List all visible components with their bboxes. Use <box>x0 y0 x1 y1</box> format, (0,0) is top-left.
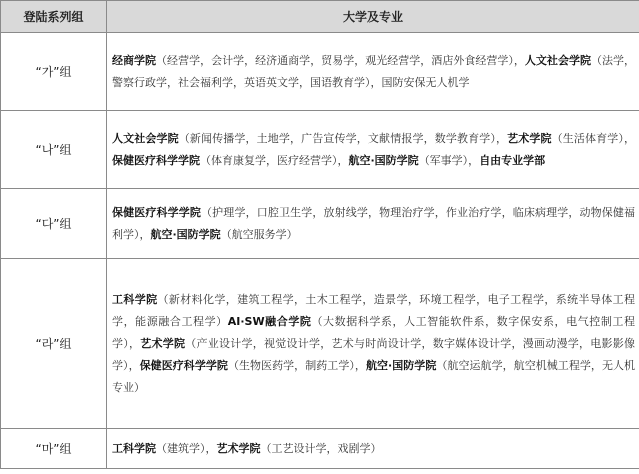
college-name: 航空·国防学院 <box>348 153 419 167</box>
college-name: AI·SW融合学院 <box>227 314 312 328</box>
group-majors <box>107 189 639 259</box>
header-group-column: 登陆系列组 <box>1 1 107 33</box>
major-list: （法学，警察行政学，社会福利学，英语英文学，国语教育学），国防安保无人机学 <box>112 53 636 89</box>
major-list: （军事学）， <box>418 153 480 167</box>
major-list: （建筑学）， <box>156 441 217 455</box>
major-list: （生物医药学，制药工学）， <box>227 358 366 372</box>
college-name: 人文社会学院 <box>112 131 179 145</box>
group-label: “다”组 <box>1 189 107 259</box>
college-name: 自由专业学部 <box>479 153 546 167</box>
college-name: 航空·国防学院 <box>150 227 221 241</box>
group-majors <box>107 111 639 189</box>
major-list: （体育康复学，医疗经营学）， <box>200 153 349 167</box>
table-row <box>1 259 639 429</box>
major-list: （新材料化学，建筑工程学，土木工程学，造景学，环境工程学，电子工程学，系统半导体工程学，能源融合工程学） <box>112 292 636 328</box>
group-majors <box>107 259 639 429</box>
college-name: 艺术学院 <box>507 131 552 145</box>
group-label: “마”组 <box>1 429 107 469</box>
college-name: 艺术学院 <box>216 441 261 455</box>
group-label: “라”组 <box>1 259 107 429</box>
college-name: 工科学院 <box>112 292 158 306</box>
group-majors <box>107 429 639 469</box>
major-list: （经营学，会计学，经济通商学，贸易学，观光经营学，酒店外食经营学）， <box>156 53 525 67</box>
college-name: 艺术学院 <box>140 336 186 350</box>
table-row <box>1 429 639 469</box>
major-list: （工艺设计学，戏剧学） <box>260 441 382 455</box>
major-list: （新闻传播学，土地学，广告宣传学，文献情报学，数学教育学）， <box>178 131 508 145</box>
college-name: 人文社会学院 <box>524 53 591 67</box>
major-list: （大数据科学系，人工智能软件系，数字保安系，电气控制工程学）， <box>112 314 636 350</box>
major-list: （航空运航学，航空机械工程学，无人机专业） <box>112 358 636 394</box>
table-row <box>1 189 639 259</box>
major-list: （产业设计学，视觉设计学，艺术与时尚设计学，数字媒体设计学，漫画动漫学，电影影像学）， <box>112 336 635 372</box>
college-name: 经商学院 <box>112 53 157 67</box>
college-name: 航空·国防学院 <box>365 358 437 372</box>
header-university-major-column: 大学及专业 <box>107 1 639 33</box>
table-row <box>1 33 639 111</box>
college-name: 保健医疗科学学院 <box>112 153 200 167</box>
major-list: （航空服务学） <box>220 227 298 241</box>
table-row <box>1 111 639 189</box>
header-row <box>1 1 639 33</box>
college-name: 保健医疗科学学院 <box>139 358 228 372</box>
group-label: “가”组 <box>1 33 107 111</box>
major-list: （护理学，口腔卫生学，放射线学，物理治疗学，作业治疗学，临床病理学，动物保健福利学）， <box>112 205 636 241</box>
college-name: 工科学院 <box>112 441 156 455</box>
college-name: 保健医疗科学学院 <box>112 205 202 219</box>
group-majors <box>107 33 639 111</box>
major-list: （生活体育学）， <box>551 131 636 145</box>
group-label: “나”组 <box>1 111 107 189</box>
